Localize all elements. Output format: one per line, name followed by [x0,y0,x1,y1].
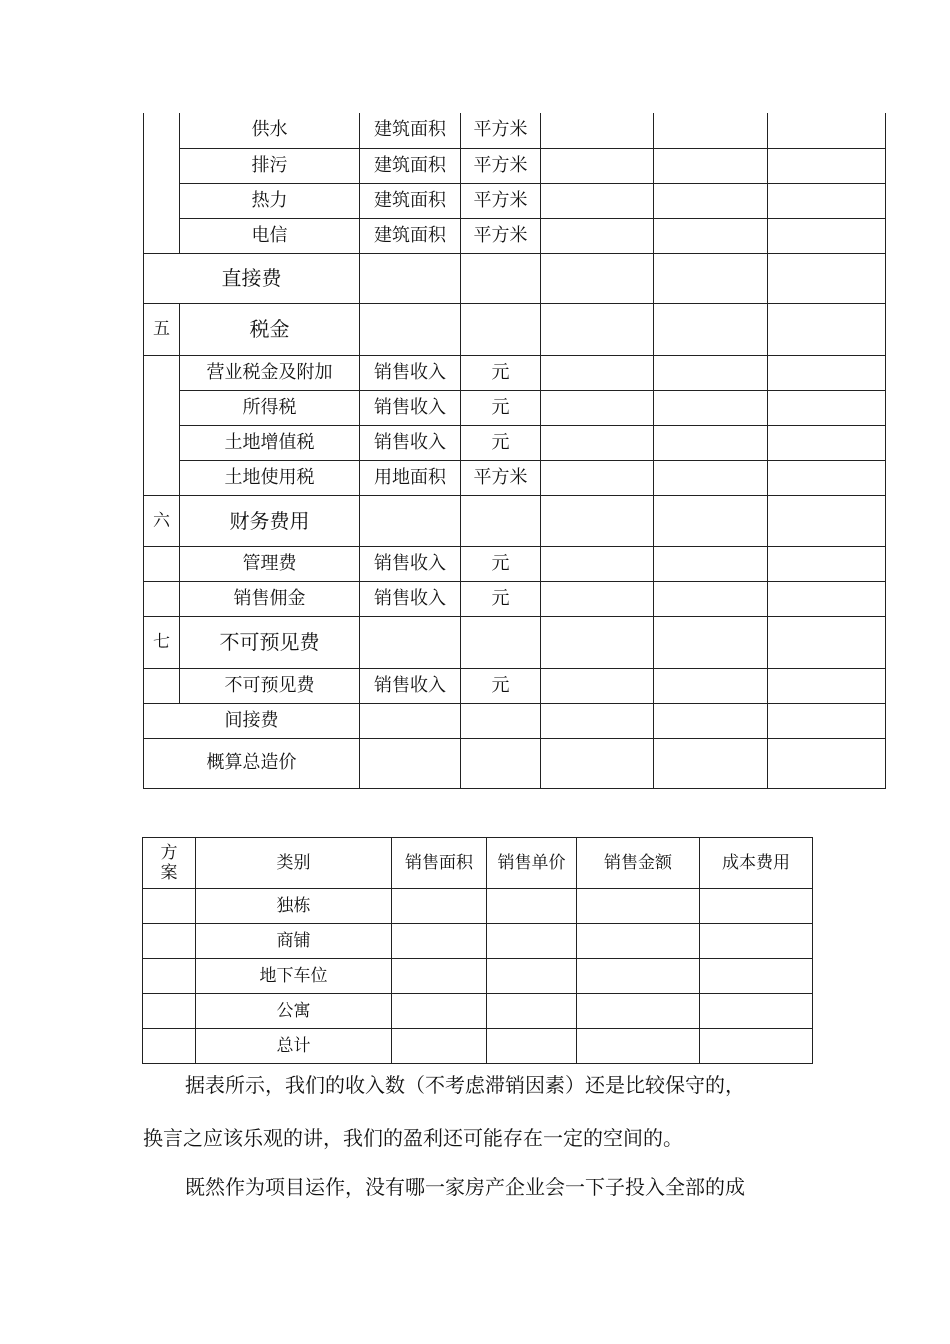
item-unit: 平方米 [461,148,541,183]
body-paragraph-line: 既然作为项目运作，没有哪一家房产企业会一下子投入全部的成 [185,1175,745,1199]
item-unit: 平方米 [461,218,541,253]
item-unit: 元 [461,425,541,460]
table-row [143,1029,813,1064]
section-title: 税金 [180,303,360,355]
index-cell [144,546,180,581]
header-sales-area: 销售面积 [392,838,487,889]
item-basis: 销售收入 [360,355,461,390]
section-number: 六 [144,495,180,546]
header-plan: 方案 [143,838,196,889]
item-basis: 建筑面积 [360,113,461,148]
category-cell: 地下车位 [196,959,392,994]
table-row [144,668,886,703]
item-basis: 建筑面积 [360,218,461,253]
item-unit: 元 [461,546,541,581]
item-basis: 销售收入 [360,425,461,460]
table-row [144,460,886,495]
table-row [144,148,886,183]
item-name: 供水 [180,113,360,148]
cost-estimate-table [143,113,886,789]
table-row [144,546,886,581]
table-row [143,959,813,994]
header-category: 类别 [196,838,392,889]
item-unit: 元 [461,581,541,616]
item-unit: 平方米 [461,460,541,495]
table-header-row [143,838,813,889]
item-unit: 元 [461,668,541,703]
table-row [144,495,886,546]
total-estimate-label: 概算总造价 [144,738,360,788]
index-cell [144,668,180,703]
item-basis: 建筑面积 [360,148,461,183]
category-cell: 公寓 [196,994,392,1029]
table-row [143,994,813,1029]
item-basis: 建筑面积 [360,183,461,218]
section-title: 不可预见费 [180,616,360,668]
header-cost: 成本费用 [700,838,813,889]
indirect-cost-label: 间接费 [144,703,360,738]
item-basis: 销售收入 [360,390,461,425]
body-paragraph-line: 换言之应该乐观的讲，我们的盈利还可能存在一定的空间的。 [143,1126,683,1150]
header-sales-amount: 销售金额 [577,838,700,889]
body-paragraph-line: 据表所示，我们的收入数（不考虑滞销因素）还是比较保守的， [185,1073,745,1097]
category-cell: 独栋 [196,889,392,924]
item-unit: 元 [461,355,541,390]
section-number: 五 [144,303,180,355]
section-title: 财务费用 [180,495,360,546]
table-row [144,355,886,390]
table-row [143,889,813,924]
direct-cost-label: 直接费 [144,253,360,303]
item-unit: 平方米 [461,183,541,218]
section-number: 七 [144,616,180,668]
header-unit-price: 销售单价 [487,838,577,889]
table-row [144,113,886,148]
item-name: 销售佣金 [180,581,360,616]
item-name: 营业税金及附加 [180,355,360,390]
item-name: 所得税 [180,390,360,425]
sales-plan-table [142,837,813,1064]
category-cell: 总计 [196,1029,392,1064]
category-cell: 商铺 [196,924,392,959]
index-cell [144,113,180,253]
table-row [143,924,813,959]
item-name: 管理费 [180,546,360,581]
item-name: 土地使用税 [180,460,360,495]
table-row [144,581,886,616]
table-row [144,616,886,668]
table-row [144,218,886,253]
table-row [144,425,886,460]
item-basis: 销售收入 [360,546,461,581]
item-basis: 销售收入 [360,581,461,616]
table-row [144,303,886,355]
item-name: 不可预见费 [180,668,360,703]
table-row [144,183,886,218]
item-name: 土地增值税 [180,425,360,460]
item-name: 排污 [180,148,360,183]
item-unit: 元 [461,390,541,425]
table-row [144,390,886,425]
item-basis: 销售收入 [360,668,461,703]
item-name: 热力 [180,183,360,218]
table-row [144,703,886,738]
table-row [144,253,886,303]
item-name: 电信 [180,218,360,253]
index-cell [144,355,180,495]
item-unit: 平方米 [461,113,541,148]
table-row [144,738,886,788]
item-basis: 用地面积 [360,460,461,495]
index-cell [144,581,180,616]
